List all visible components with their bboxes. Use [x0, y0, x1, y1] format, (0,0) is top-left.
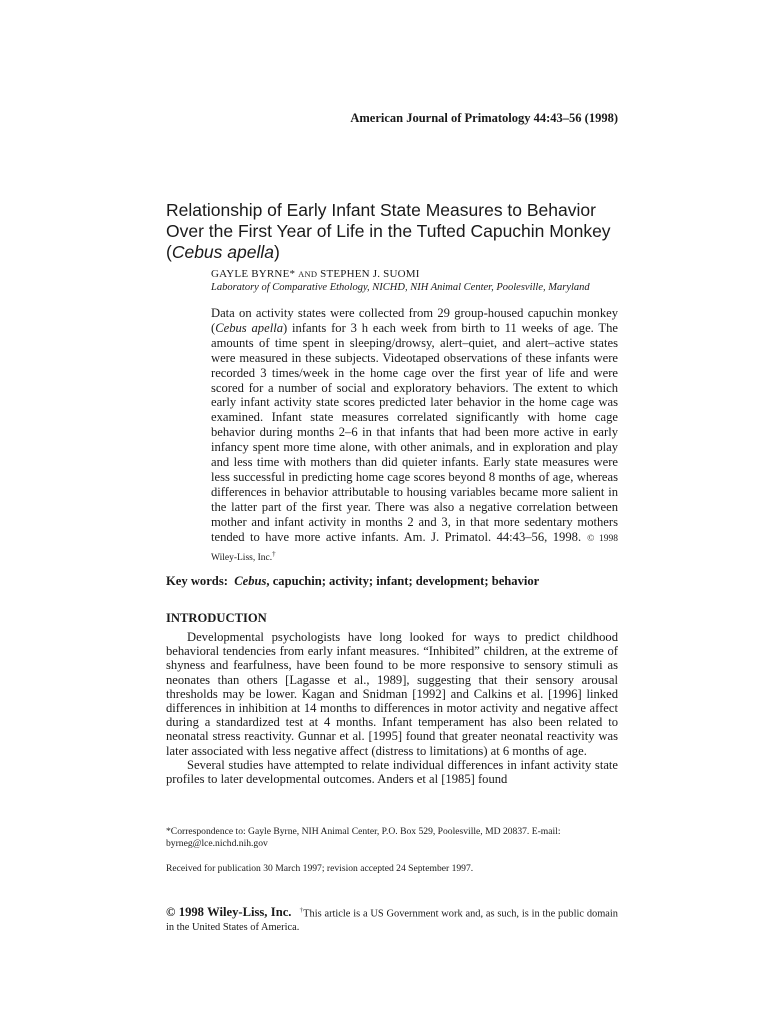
abstract [211, 306, 618, 566]
correspondence-footnote: *Correspondence to: Gayle Byrne, NIH Animal Center, P.O. Box 529, Poolesville, MD 20837. E-mail: byrneg@lce.nichd.nih.gov [166, 826, 561, 849]
title-main: Relationship of Early Infant State Measures to Behavior Over the First Year of Life in the Tufted Capuchin Monkey ( [166, 200, 611, 262]
received-footnote: Received for publication 30 March 1997; revision accepted 24 September 1997. [166, 863, 474, 874]
keywords [166, 574, 618, 589]
abstract-text-a: Data on activity states were collected from 29 group-housed capuchin monkey ( [211, 306, 618, 335]
introduction-body [166, 630, 618, 786]
dagger-mark: † [299, 907, 304, 914]
journal-header: American Journal of Primatology 44:43–56 (1998) [350, 111, 618, 125]
copyright-bold: © 1998 Wiley-Liss, Inc. [166, 905, 292, 920]
keywords-list: , capuchin; activity; infant; development; behavior [266, 574, 540, 588]
section-heading-introduction: INTRODUCTION [166, 611, 267, 625]
author-byrne: GAYLE BYRNE* [211, 268, 296, 280]
title-species: Cebus apella [171, 242, 274, 262]
keywords-genus: Cebus [234, 574, 267, 588]
paragraph: Developmental psychologists have long looked for ways to predict childhood behavioral tendencies from early infant measures. “Inhibited” children, at the extreme of shyness and fearfulness, have been found to be more responsive to sensory stimuli as neonates than others [Lagasse et al., 1989], suggesting that their sensory arousal thresholds may be lower. Kagan and Snidman [1992] and Calkins et al. [1996] linked differences in inhibition at 14 months to differences in motor activity and negative affect during a standardized test at 4 months. Infant temperament has also been related to neonatal stress reactivity. Gunnar et al. [1995] found that greater neonatal reactivity was later associated with less negative affect (distress to limitations) at 6 months of age. [166, 630, 618, 758]
abstract-copyright: © 1998 Wiley-Liss, Inc.† [211, 533, 618, 563]
article-title [166, 200, 626, 263]
dagger-mark: † [272, 549, 276, 558]
copyright-notice [166, 904, 618, 935]
affiliation: Laboratory of Comparative Ethology, NICHD, NIH Animal Center, Poolesville, Maryland [211, 282, 590, 293]
author-line [211, 268, 420, 280]
author-suomi: STEPHEN J. SUOMI [320, 268, 420, 280]
title-end: ) [273, 242, 280, 262]
public-domain-note: This article is a US Government work and, as such, is in the public domain in the United States of America. [166, 908, 618, 934]
paragraph: Several studies have attempted to relate individual differences in infant activity state profiles to later developmental outcomes. Anders et al [1985] found [166, 757, 618, 787]
abstract-text-b: ) infants for 3 h each week from birth to 11 weeks of age. The amounts of time spent in sleeping/drowsy, alert–quiet, and alert–active states were measured in these subjects. Videotaped observations of these infants were recorded 3 times/week in the home cage over the first year of life and were scored for a number of social and exploratory behaviors. The extent to which early infant activity state scores predicted later behavior in the home cage was examined. Infant state measures correlated significantly with home cage behavior during months 2–6 in that infants that had been more active in early infancy spent more time alone, with other animals, and in exploration and play and less time with mothers than did quieter infants. Early state measures were less successful in predicting home cage scores beyond 8 months of age, whereas differences in behavior attributable to housing variables became more salient in the latter part of the first year. There was also a negative correlation between mother and infant activity in months 2 and 3, in that more sedentary mothers tended to have more active infants. Am. J. Primatol. 44:43–56, 1998. [211, 320, 618, 544]
abstract-species: Cebus apella [215, 320, 283, 335]
author-and: AND [298, 269, 318, 279]
keywords-label: Key words: [166, 574, 228, 588]
